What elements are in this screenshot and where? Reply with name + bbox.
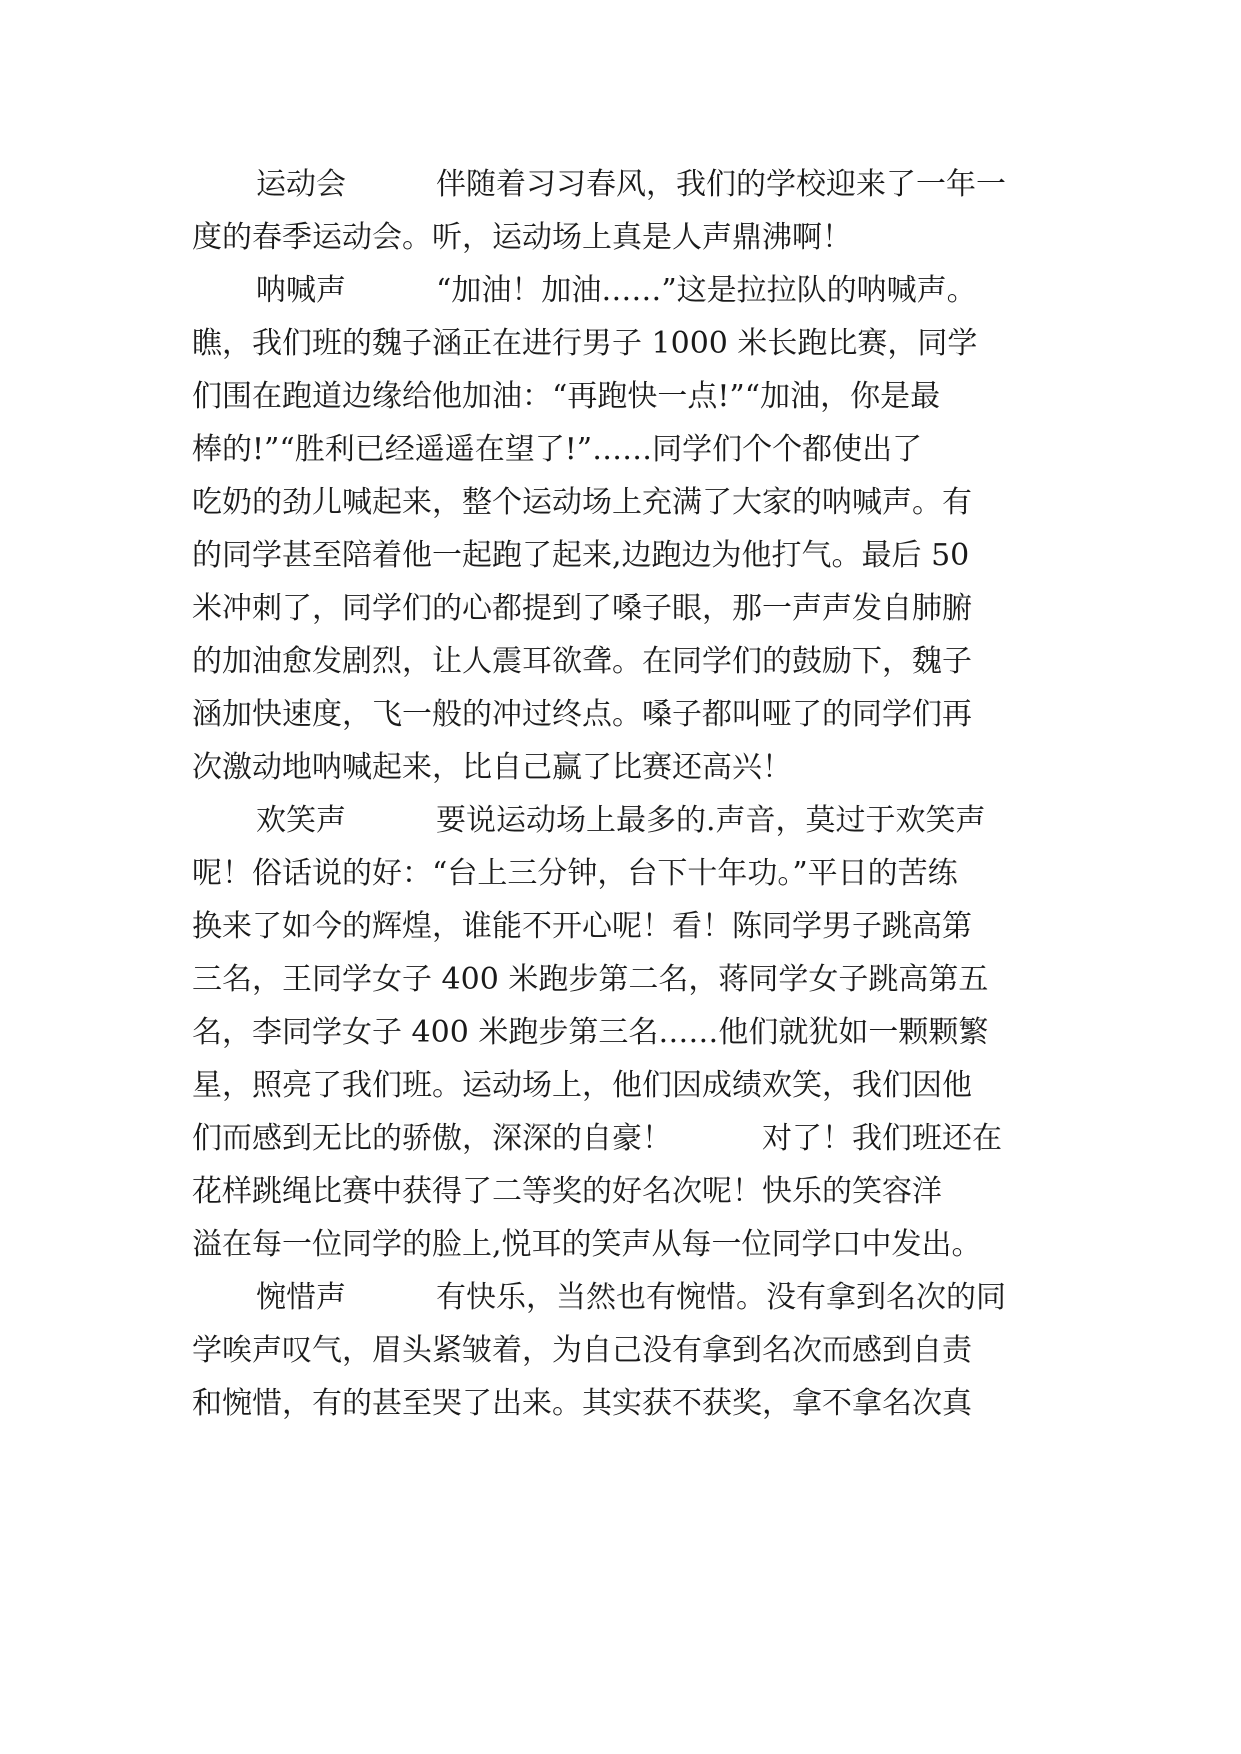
text-line: 学唉声叹气，眉头紧皱着，为自己没有拿到名次而感到自责 — [192, 1333, 972, 1368]
text-line: 花样跳绳比赛中获得了二等奖的好名次呢！快乐的笑容洋 — [192, 1174, 942, 1209]
text-line: 欢笑声 要说运动场上最多的.声音，莫过于欢笑声 — [256, 803, 986, 838]
text-line: 换来了如今的辉煌，谁能不开心呢！看！陈同学男子跳高第 — [192, 909, 972, 944]
text-line: 们而感到无比的骄傲，深深的自豪！ 对了！我们班还在 — [192, 1121, 1002, 1156]
text-line: 名，李同学女子 400 米跑步第三名……他们就犹如一颗颗繁 — [192, 1015, 989, 1050]
text-line: 和惋惜，有的甚至哭了出来。其实获不获奖，拿不拿名次真 — [192, 1386, 972, 1421]
text-line: 运动会 伴随着习习春风，我们的学校迎来了一年一 — [256, 167, 1006, 202]
text-line: 们围在跑道边缘给他加油：“再跑快一点!”“加油，你是最 — [192, 379, 941, 414]
text-line: 的同学甚至陪着他一起跑了起来,边跑边为他打气。最后 50 — [192, 538, 970, 573]
text-line: 吃奶的劲儿喊起来，整个运动场上充满了大家的呐喊声。有 — [192, 485, 972, 520]
text-line: 溢在每一位同学的脸上,悦耳的笑声从每一位同学口中发出。 — [192, 1227, 982, 1262]
document-body — [192, 158, 1050, 1430]
text-line: 次激动地呐喊起来，比自己赢了比赛还高兴！ — [192, 750, 792, 785]
text-line: 棒的!”“胜利已经遥遥在望了!”……同学们个个都使出了 — [192, 432, 923, 467]
text-line: 瞧，我们班的魏子涵正在进行男子 1000 米长跑比赛，同学 — [192, 326, 978, 361]
text-line: 惋惜声 有快乐，当然也有惋惜。没有拿到名次的同 — [256, 1280, 1006, 1315]
text-line: 涵加快速度，飞一般的冲过终点。嗓子都叫哑了的同学们再 — [192, 697, 972, 732]
text-line: 呢！俗话说的好：“台上三分钟，台下十年功。”平日的苦练 — [192, 856, 958, 891]
text-line: 度的春季运动会。听，运动场上真是人声鼎沸啊！ — [192, 220, 852, 255]
text-line: 星，照亮了我们班。运动场上，他们因成绩欢笑，我们因他 — [192, 1068, 972, 1103]
text-line: 的加油愈发剧烈，让人震耳欲聋。在同学们的鼓励下，魏子 — [192, 644, 972, 679]
text-line: 三名，王同学女子 400 米跑步第二名，蒋同学女子跳高第五 — [192, 962, 989, 997]
text-line: 米冲刺了，同学们的心都提到了嗓子眼，那一声声发自肺腑 — [192, 591, 972, 626]
text-line: 呐喊声 “加油！加油……”这是拉拉队的呐喊声。 — [256, 273, 977, 308]
